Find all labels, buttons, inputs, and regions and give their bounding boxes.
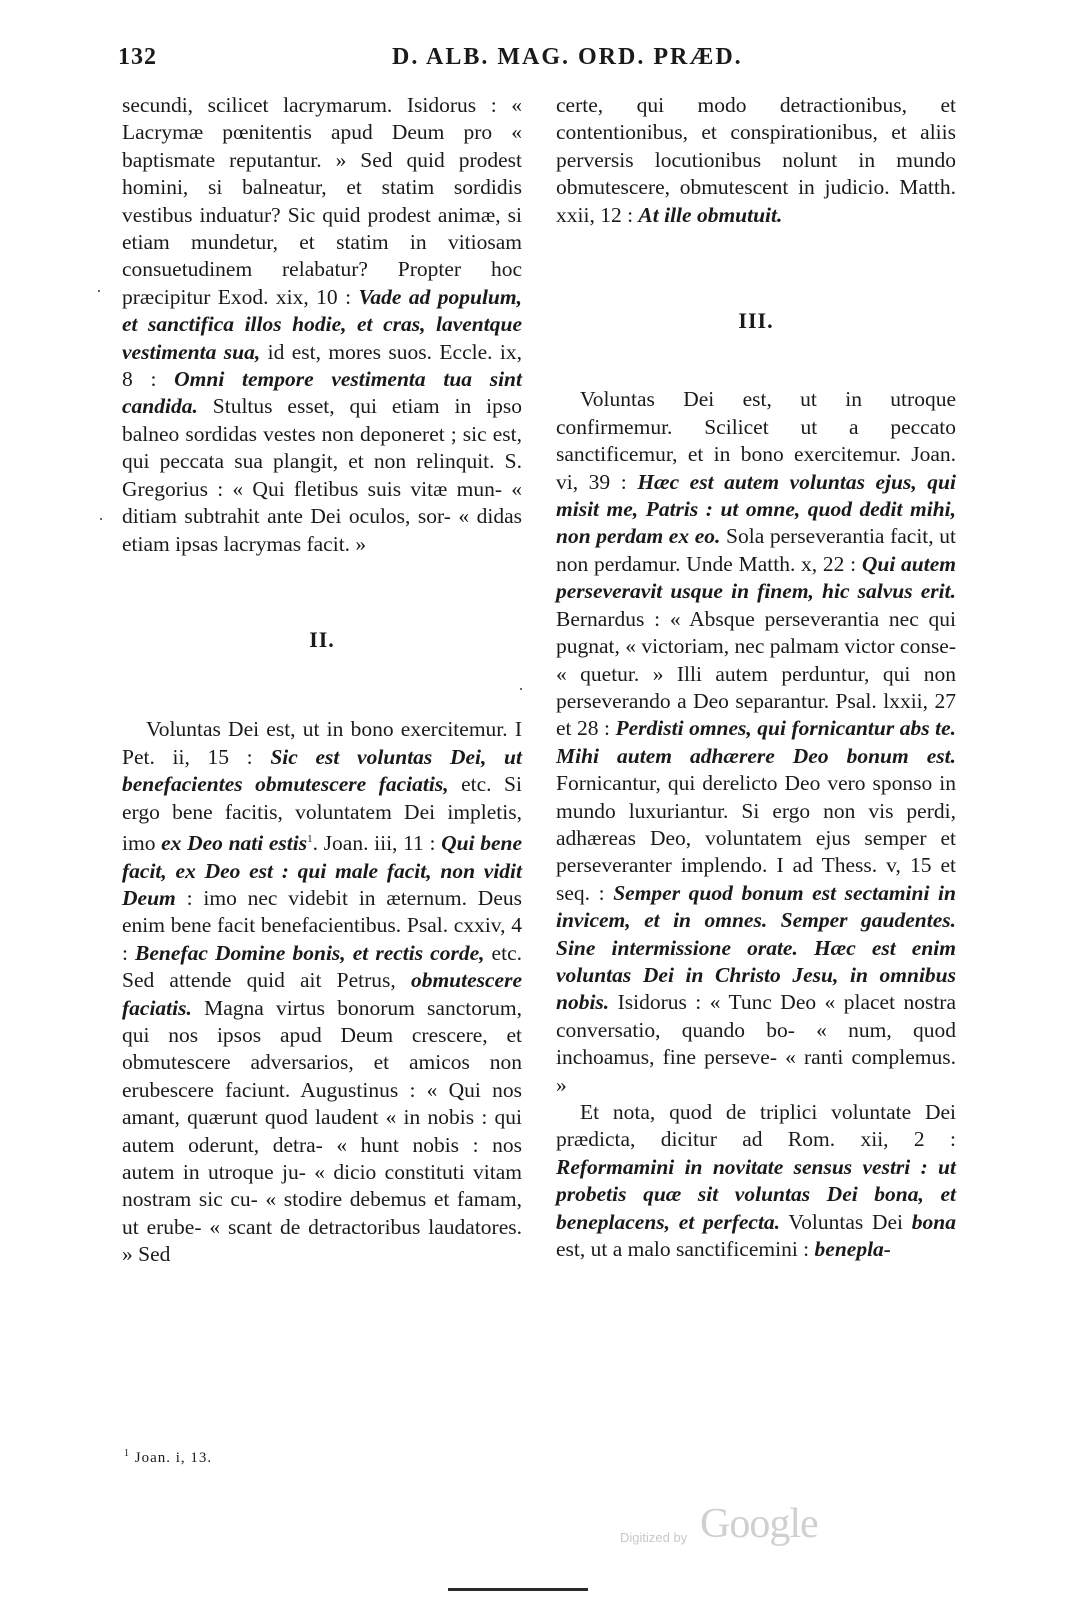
- watermark-caption: Digitized by: [620, 1530, 688, 1545]
- text-run: certe, qui modo detractionibus, et contentionibus, et conspirationibus, et aliis perversis locutionibus nolunt in mundo obmutescere, obmutescent in judicio. Matth. xxii, 12 :: [556, 93, 956, 227]
- section-heading-ii: II.: [309, 626, 335, 652]
- paragraph: [556, 386, 956, 1099]
- margin-mark: [100, 518, 102, 520]
- footnote-text: Joan. i, 13.: [134, 1450, 213, 1466]
- scripture-quote: Omni tempore vestimenta tua sint candida.: [122, 367, 522, 419]
- text-run: Voluntas Dei est, ut in utroque confirmemur. Scilicet ut a peccato sanctificemur, et in bono exercitemur. Joan. vi, 39 :: [556, 387, 956, 494]
- text-run: : imo nec videbit in æternum. Deus enim bene facit benefacientibus. Psal. cxxiv, 4 :: [122, 885, 522, 965]
- scripture-quote: At ille obmutuit.: [638, 202, 783, 227]
- text-run: . Joan. iii, 11 :: [312, 831, 442, 856]
- section-heading-iii: III.: [738, 308, 774, 334]
- scripture-quote: bona: [911, 1209, 956, 1234]
- scripture-quote: Vade ad populum, et sanctifica illos hodie, et cras, laventque vestimenta sua,: [122, 284, 522, 364]
- text-run: Magna virtus bonorum sanctorum, qui nos ipsos apud Deum crescere, et obmutescere adversarios, et amicos non erubescere faciunt. Augustinus : « Qui nos amant, quærunt quod laudent « in nobis : qui autem oderunt, detra- « hunt nobis : nos autem in utroque ju- « dicio constituti vitam nostram sic cu- « stodire debemus et famam, ut erube- « scant de detractoribus laudatores. » Sed: [122, 995, 522, 1267]
- footnote: [124, 1448, 212, 1467]
- google-logo: Google: [700, 1501, 818, 1547]
- text-run: Voluntas Dei: [780, 1209, 912, 1234]
- scripture-quote: benepla-: [814, 1237, 891, 1262]
- paragraph: [556, 1099, 956, 1263]
- left-column: [122, 92, 522, 1269]
- running-header: [0, 44, 1072, 78]
- paragraph: [556, 92, 956, 229]
- text-run: Voluntas Dei est, ut in bono exercitemur. I Pet. ii, 15 :: [122, 717, 522, 769]
- right-column: [556, 92, 956, 1263]
- text-run: Et nota, quod de triplici voluntate Dei prædicta, dicitur ad Rom. xii, 2 :: [556, 1100, 956, 1152]
- text-run: id est, mores suos. Eccle. ix, 8 :: [122, 339, 523, 392]
- scripture-quote: ex Deo nati estis: [161, 831, 308, 856]
- running-title: D. ALB. MAG. ORD. PRÆD.: [392, 44, 743, 70]
- bottom-rule: [448, 1588, 588, 1591]
- scripture-quote: obmutescere faciatis.: [122, 968, 522, 1020]
- scripture-quote: Qui bene facit, ex Deo est : qui male facit, non vidit Deum: [122, 831, 523, 910]
- digitized-watermark: [620, 1500, 850, 1560]
- margin-mark: [520, 688, 522, 690]
- scripture-quote: Perdisti omnes, qui fornicantur abs te. Mihi autem adhærere Deo bonum est.: [556, 716, 956, 768]
- scripture-quote: Benefac Domine bonis, et rectis corde,: [135, 940, 485, 965]
- text-run: etc. Si ergo bene facitis, voluntatem Dei impletis, imo: [122, 772, 522, 856]
- margin-mark: [98, 290, 100, 292]
- text-run: secundi, scilicet lacrymarum. Isidorus : « Lacrymæ pœnitentis apud Deum pro « baptismate reputantur. » Sed quid prodest homini, si balneatur, et statim sordidis vestibus induatur? Sic quid prodest animæ, si etiam mundetur, et statim in vitiosam consuetudinem relabatur? Propter hoc præcipitur Exod. xix, 10 :: [122, 93, 522, 309]
- paragraph: [122, 716, 522, 1268]
- page-number: 132: [118, 44, 157, 70]
- text-run: Sola perseverantia facit, ut non perdamur. Unde Matth. x, 22 :: [556, 524, 956, 576]
- text-run: Stultus esset, qui etiam in ipso balneo sordidas vestes non deponeret ; sic est, qui peccata sua plangit, et non relinquit. S. Gregorius : « Qui fletibus suis vitæ mun- « ditiam subtrahit ante Dei oculos, sor- « didas etiam ipsas lacrymas facit. »: [122, 394, 522, 556]
- scripture-quote: Reformamini in novitate sensus vestri : ut probetis quæ sit voluntas Dei bona, et beneplacens, et perfecta.: [556, 1154, 956, 1234]
- footnote-ref[interactable]: 1: [307, 832, 313, 845]
- text-run: est, ut a malo sanctificemini :: [556, 1237, 815, 1262]
- footnote-marker: 1: [124, 1448, 130, 1459]
- scripture-quote: Sic est voluntas Dei, ut benefacientes obmutescere faciatis,: [122, 744, 522, 797]
- paragraph: [122, 92, 522, 558]
- text-run: Isidorus : « Tunc Deo « placet nostra conversatio, quando bo- « num, quod inchoamus, fine perseve- « ranti complemus. »: [556, 990, 956, 1097]
- text-run: etc. Sed attende quid ait Petrus,: [122, 940, 522, 993]
- scripture-quote: Hæc est autem voluntas ejus, qui misit me, Patris : ut omne, quod dedit mihi, non perdam ex eo.: [556, 469, 956, 549]
- scripture-quote: Semper quod bonum est sectamini in invicem, et in omnes. Semper gaudentes. Sine intermissione orate. Hæc est enim voluntas Dei in Christo Jesu, in omnibus nobis.: [556, 880, 956, 1015]
- scripture-quote: Qui autem perseveravit usque in finem, hic salvus erit.: [556, 551, 956, 604]
- text-run: Fornicantur, qui derelicto Deo vero sponso in mundo luxuriantur. Si ergo non vis perdi, adhæreas Deo, voluntatem ejus semper et perseveranter implendo. I ad Thess. v, 15 et seq. :: [556, 771, 956, 905]
- text-run: Bernardus : « Absque perseverantia nec qui pugnat, « victoriam, nec palmam victor conse- « quetur. » Illi autem perduntur, qui non perseverando a Deo separantur. Psal. lxxii, 27 et 28 :: [556, 606, 957, 741]
